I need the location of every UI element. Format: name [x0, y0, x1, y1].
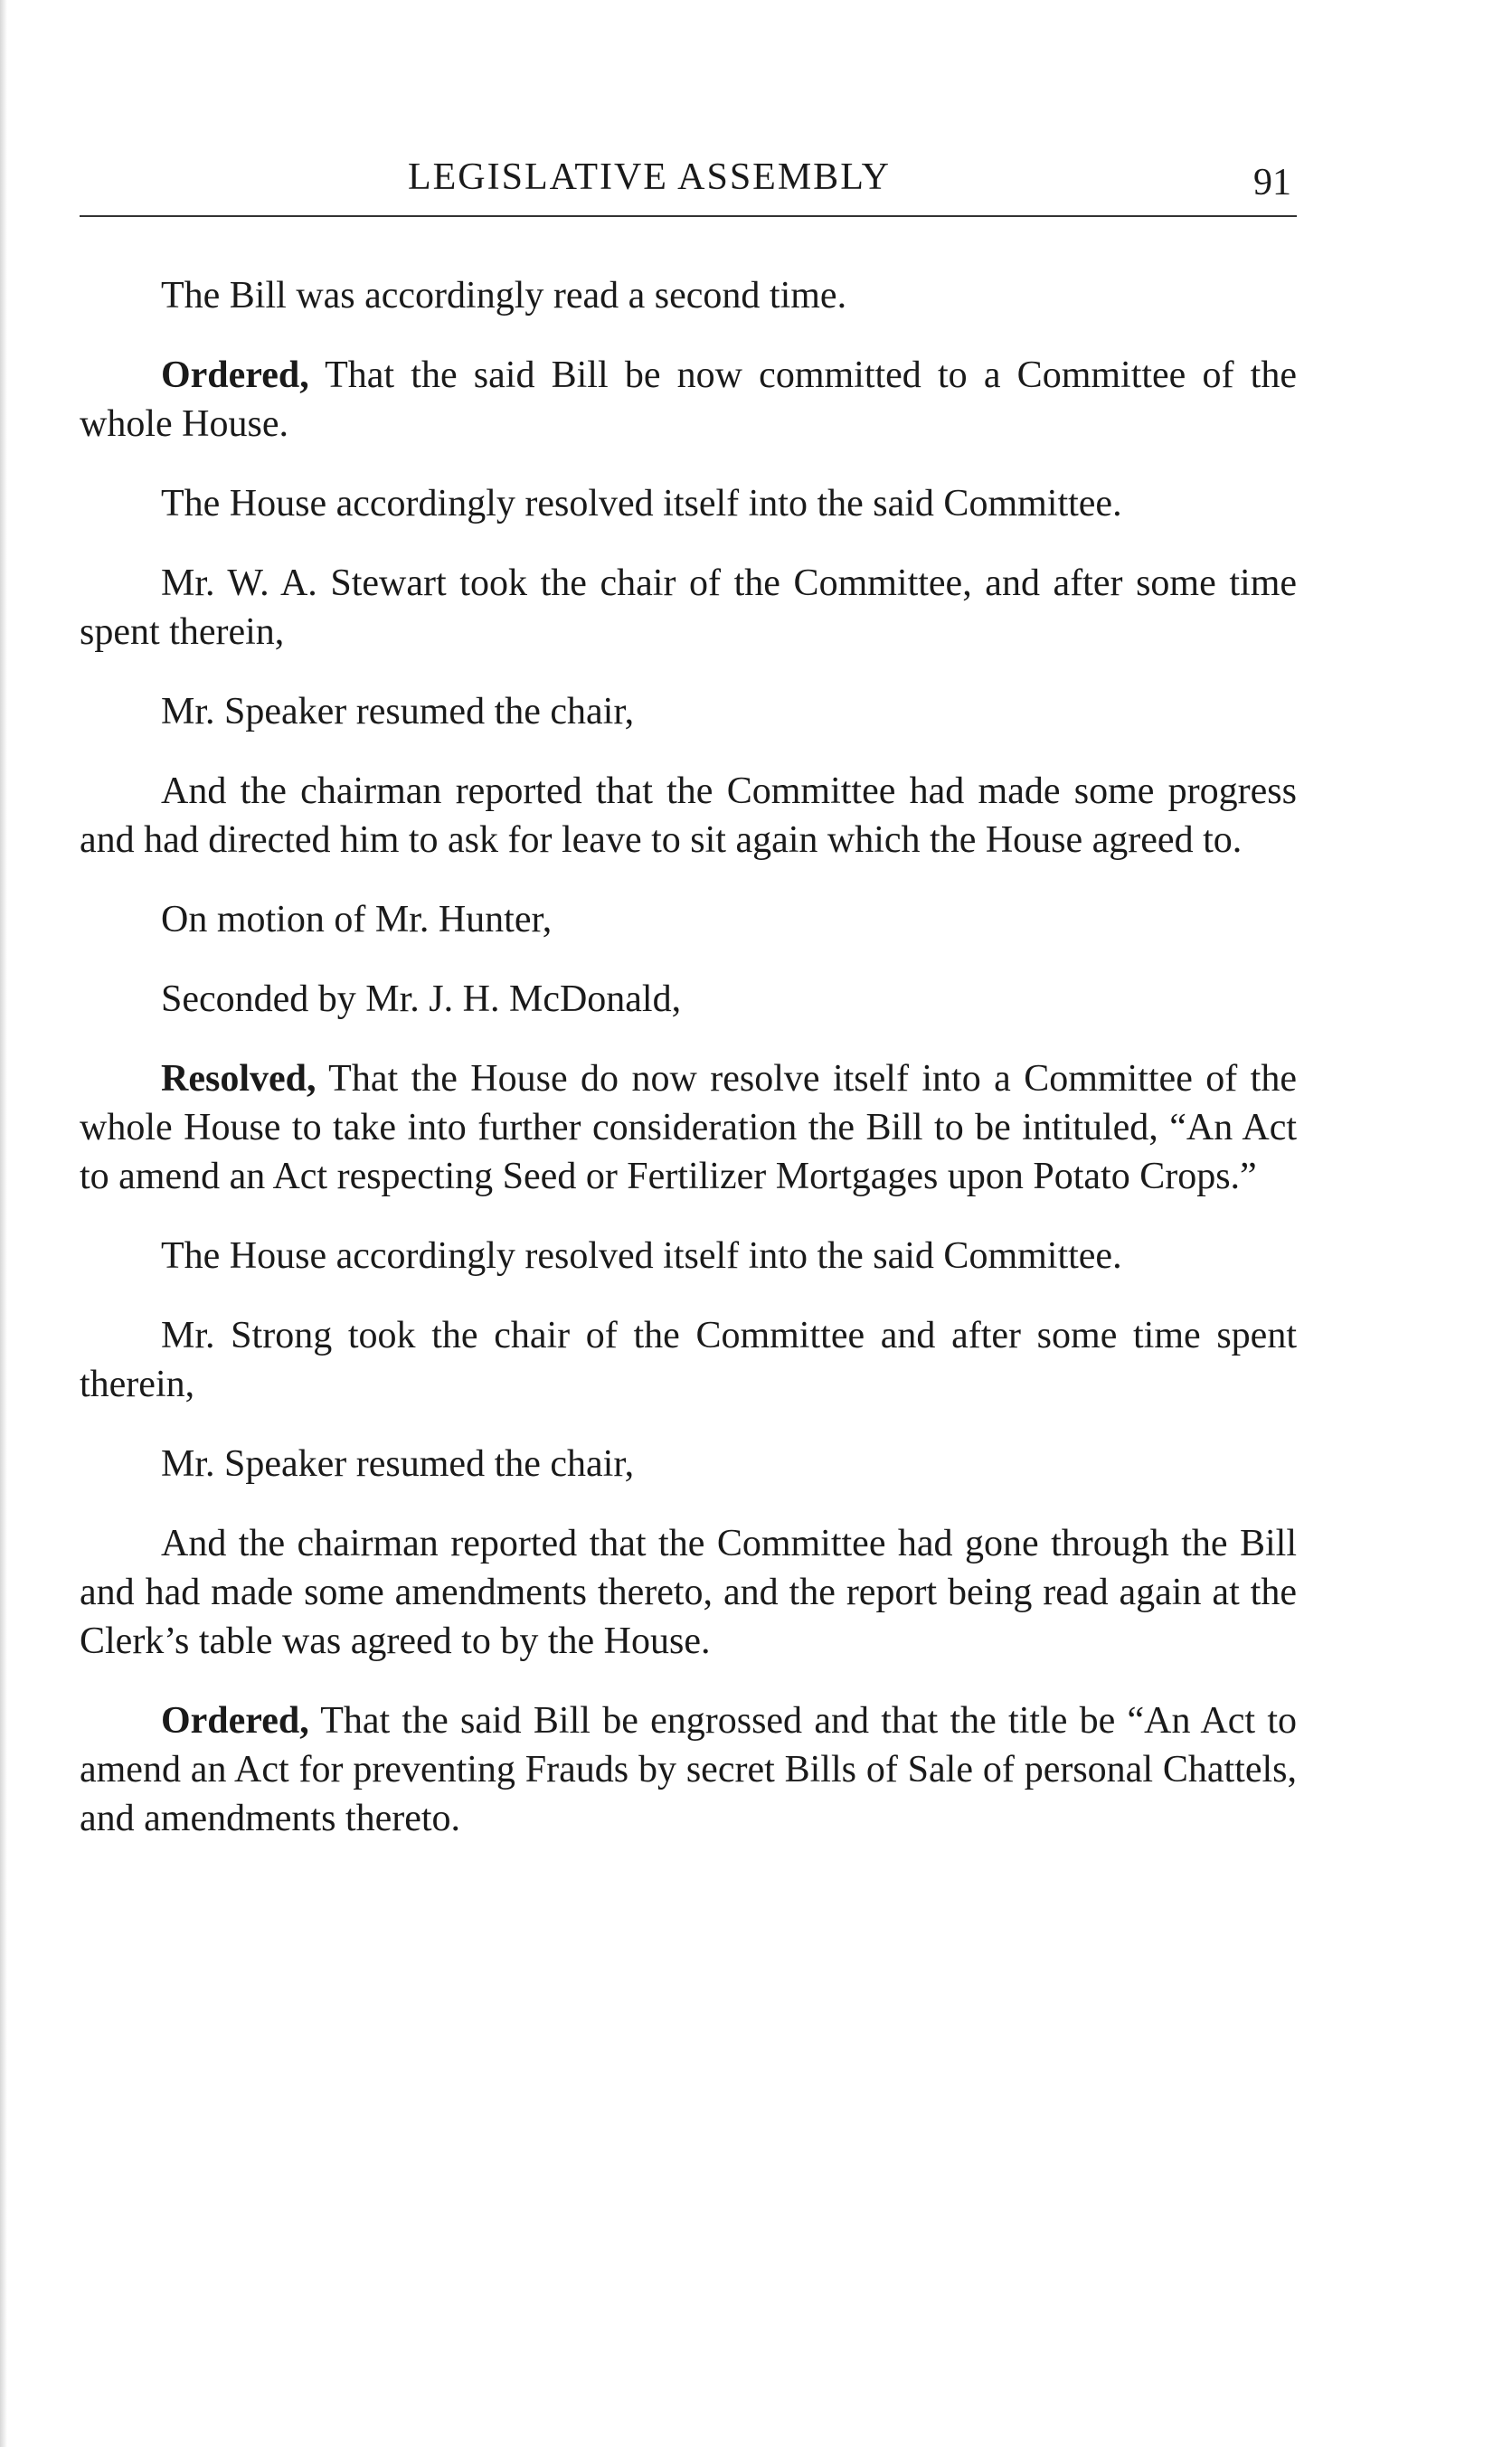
paragraph-text: The Bill was accordingly read a second time. — [161, 275, 847, 317]
page-header — [80, 152, 1297, 212]
header-rule — [80, 215, 1297, 217]
paragraph-lead: Resolved, — [161, 1058, 317, 1100]
paragraph-5 — [80, 687, 1297, 736]
paragraph-text: That the House do now resolve itself into a Committee of the whole House to take into further consideration the Bill to be intituled, “An Act to amend an Act respecting Seed or Fertilizer Mortgages upon Potato Crops.” — [80, 1058, 1297, 1197]
running-head: LEGISLATIVE ASSEMBLY — [408, 156, 891, 198]
paragraph-text: The House accordingly resolved itself into the said Committee. — [161, 483, 1122, 524]
paragraph-13 — [80, 1519, 1297, 1666]
paragraph-9 — [80, 1054, 1297, 1201]
paragraph-10 — [80, 1232, 1297, 1280]
paragraph-8 — [80, 975, 1297, 1024]
paragraph-2 — [80, 351, 1297, 449]
paragraph-text: That the said Bill be engrossed and that the title be “An Act to amend an Act for preventing Frauds by secret Bills of Sale of personal Chattels, and amendments thereto. — [80, 1700, 1297, 1839]
paragraph-lead: Ordered, — [161, 354, 309, 396]
paragraph-text: And the chairman reported that the Committee had gone through the Bill and had made some amendments thereto, and the report being read again at the Clerk’s table was agreed to by the House. — [80, 1523, 1297, 1662]
paragraph-text: Seconded by Mr. J. H. McDonald, — [161, 978, 682, 1020]
paragraph-4 — [80, 559, 1297, 657]
paragraph-text: Mr. Strong took the chair of the Committee and after some time spent therein, — [80, 1315, 1297, 1405]
paragraph-text: That the said Bill be now committed to a Committee of the whole House. — [80, 354, 1297, 445]
paragraph-text: On motion of Mr. Hunter, — [161, 899, 553, 940]
paragraph-6 — [80, 767, 1297, 864]
scan-edge-shadow — [0, 0, 7, 2447]
paragraph-lead: Ordered, — [161, 1700, 309, 1742]
body-text — [80, 271, 1297, 1874]
paragraph-1 — [80, 271, 1297, 320]
paragraph-11 — [80, 1311, 1297, 1409]
paragraph-text: The House accordingly resolved itself into the said Committee. — [161, 1235, 1122, 1277]
paragraph-3 — [80, 479, 1297, 528]
paragraph-7 — [80, 895, 1297, 944]
paragraph-text: Mr. Speaker resumed the chair, — [161, 1443, 635, 1485]
paragraph-text: And the chairman reported that the Committee had made some progress and had directed him to ask for leave to sit again which the House agreed to. — [80, 770, 1297, 861]
paragraph-text: Mr. Speaker resumed the chair, — [161, 691, 635, 732]
paragraph-12 — [80, 1440, 1297, 1488]
page-number: 91 — [1253, 162, 1291, 203]
paragraph-14 — [80, 1696, 1297, 1843]
paragraph-text: Mr. W. A. Stewart took the chair of the Committee, and after some time spent therein, — [80, 562, 1297, 653]
